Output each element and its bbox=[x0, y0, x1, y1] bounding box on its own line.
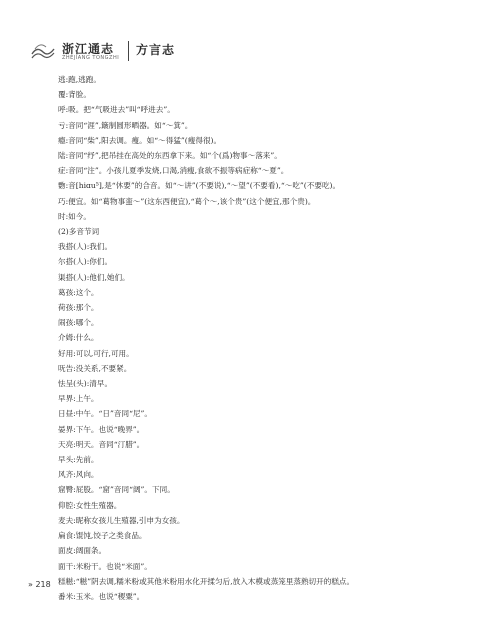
entry: 渠搭(人):他们,她们。 bbox=[58, 272, 130, 282]
book-title: 浙江通志 bbox=[62, 42, 115, 56]
entry: 早头:先前。 bbox=[58, 455, 99, 465]
entry: 麦夫:昵称女孩儿生殖器,引申为女孩。 bbox=[58, 515, 185, 525]
entry: 窟臀:屁股。“窟”音同“阔”。下同。 bbox=[58, 485, 175, 495]
entry: 亏:音同“涯”,簸制圆形晒器。如“～箕”。 bbox=[58, 120, 193, 130]
entry: 呼:吸。把“气吸进去”叫“呼进去”。 bbox=[58, 105, 175, 115]
entry: 时:如今。 bbox=[58, 211, 91, 221]
entry: 巧:便宜。如“葛物事蛮～”(这东西便宜),“葛个～,该个贵”(这个便宜,那个贵)。 bbox=[58, 196, 316, 206]
entry: 逃:跑,逃跑。 bbox=[58, 75, 101, 84]
entry: 介姆:什么。 bbox=[58, 333, 99, 343]
header-divider bbox=[128, 41, 129, 61]
entry: 日昼:中午。“日”音同“尼”。 bbox=[58, 409, 153, 419]
entry: 面皮:阔面条。 bbox=[58, 546, 107, 556]
entry: 番米:玉米。也说“稷粟”。 bbox=[58, 591, 145, 601]
entry: 仰腔:女性生殖器。 bbox=[58, 500, 122, 510]
entry: 好用:可以,可行,可用。 bbox=[58, 348, 134, 358]
section-title: 方言志 bbox=[136, 43, 176, 57]
entry: 荷孩:那个。 bbox=[58, 303, 99, 313]
entry-list bbox=[58, 72, 428, 604]
entry: 覅:音[hiɑu⁵],是“休要”的合音。如“～讲”(不要说),“～望”(不要看),“～吃”(不要吃)。 bbox=[58, 181, 341, 191]
entry: 怯呈(头):清早。 bbox=[58, 379, 113, 389]
entry: 天亮:明天。音同“汀腊”。 bbox=[58, 439, 145, 449]
entry: 症:音同“注”。小孩儿夏季发烧,口渴,消瘦,食欲不振等病症称“～夏”。 bbox=[58, 166, 289, 176]
entry: 扁食:馄饨,饺子之类食品。 bbox=[58, 531, 147, 541]
entry: 闹孩:哪个。 bbox=[58, 318, 99, 328]
entry: 覆:背脸。 bbox=[58, 90, 91, 100]
page-number: » 218 bbox=[28, 580, 51, 589]
waves-logo-icon bbox=[30, 40, 56, 62]
entry: 我搭(人):我们。 bbox=[58, 242, 113, 252]
entry: 呒告:没关系,不要紧。 bbox=[58, 363, 132, 373]
subsection-heading: (2)多音节词 bbox=[58, 227, 100, 237]
page-number-value: 218 bbox=[35, 580, 51, 589]
entry: 晏界:下午。也说“晚界”。 bbox=[58, 424, 145, 434]
entry: 风齐:风向。 bbox=[58, 470, 99, 480]
entry: 早界:上午。 bbox=[58, 394, 99, 404]
book-subtitle: ZHEJIANG TONGZHI bbox=[62, 55, 120, 61]
entry: 面干:米粉干。也说“米面”。 bbox=[58, 561, 152, 571]
entry: 瘾:音同“柴”,阳去调。瘦。如“～得猛”(瘦得很)。 bbox=[58, 135, 222, 145]
entry: 陆:音同“纾”,把吊挂在高处的东西拿下来。如“个(爲)物事～落来”。 bbox=[58, 151, 282, 161]
entry: 尔搭(人):你们。 bbox=[58, 257, 113, 267]
entry: 糕糍:“糍”阴去调,糯米粉或其他米粉用水化开揉匀后,放入木模或蒸笼里蒸熟切开的糕点。 bbox=[58, 576, 355, 586]
entry: 葛孩:这个。 bbox=[58, 287, 99, 297]
